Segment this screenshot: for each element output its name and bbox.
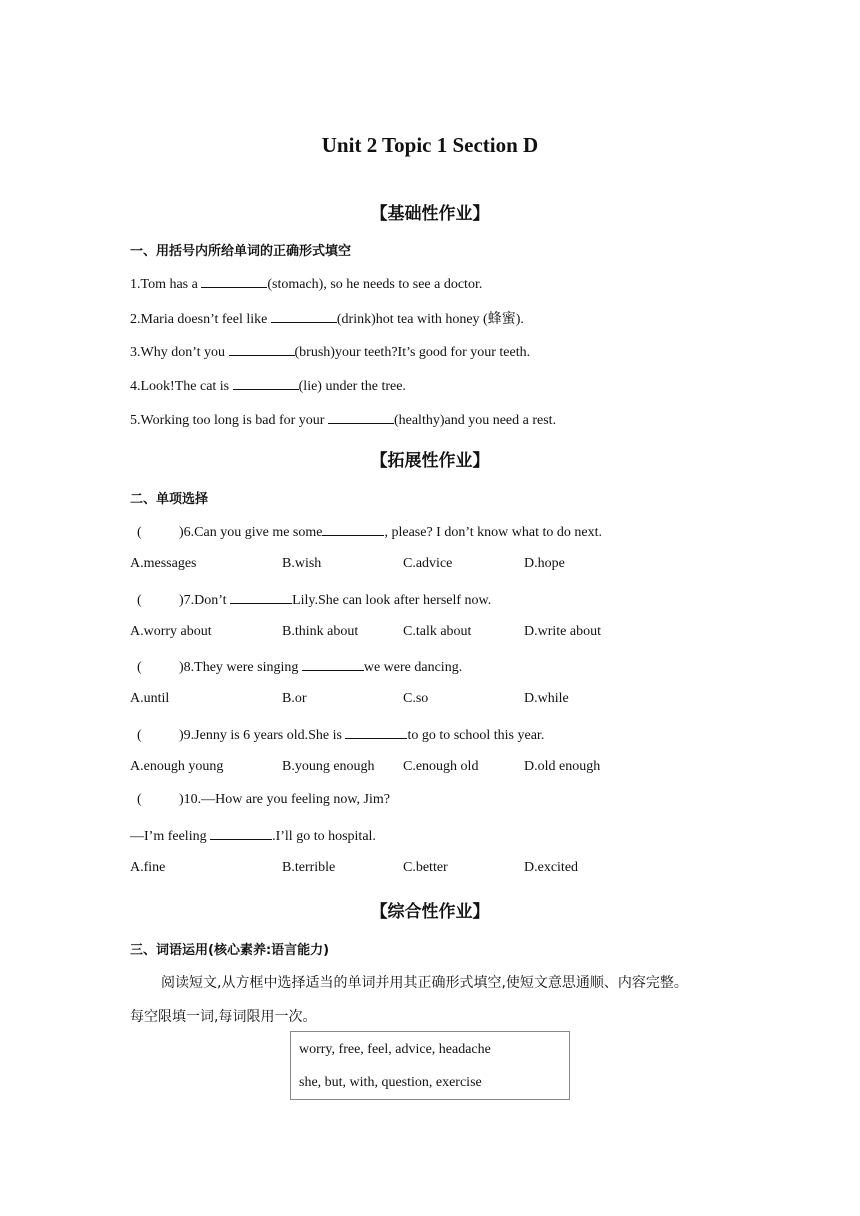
question-8: ( )8.They were singing we were dancing.: [137, 657, 462, 676]
question-7: ( )7.Don’t Lily.She can look after herself now.: [137, 590, 491, 609]
fill-item-5: 5.Working too long is bad for your (healthy)and you need a rest.: [130, 410, 556, 429]
option-c[interactable]: C.so: [403, 691, 429, 706]
option-c[interactable]: C.enough old: [403, 759, 479, 774]
option-b[interactable]: B.terrible: [282, 860, 336, 875]
question-10-line2: —I’m feeling .I’ll go to hospital.: [130, 826, 376, 845]
word-box-line-1: worry, free, feel, advice, headache: [299, 1042, 491, 1057]
option-a[interactable]: A.worry about: [130, 624, 212, 639]
answer-blank[interactable]: [322, 522, 384, 536]
fill-item-3: 3.Why don’t you (brush)your teeth?It’s good for your teeth.: [130, 342, 530, 361]
option-a[interactable]: A.until: [130, 691, 170, 706]
option-d[interactable]: D.write about: [524, 624, 601, 639]
option-a[interactable]: A.enough young: [130, 759, 224, 774]
option-a[interactable]: A.messages: [130, 556, 197, 571]
answer-blank[interactable]: [201, 274, 267, 288]
answer-blank[interactable]: [328, 410, 394, 424]
answer-blank[interactable]: [271, 309, 337, 323]
option-c[interactable]: C.better: [403, 860, 448, 875]
option-d[interactable]: D.old enough: [524, 759, 601, 774]
section-heading-basic: 【基础性作业】: [370, 204, 490, 224]
page-title: Unit 2 Topic 1 Section D: [321, 133, 539, 157]
option-d[interactable]: D.hope: [524, 556, 565, 571]
answer-blank[interactable]: [302, 657, 364, 671]
word-box-line-2: she, but, with, question, exercise: [299, 1075, 482, 1090]
answer-blank[interactable]: [345, 725, 407, 739]
word-box: [290, 1031, 570, 1100]
answer-blank[interactable]: [230, 590, 292, 604]
section-heading-comprehensive: 【综合性作业】: [370, 902, 490, 922]
answer-blank[interactable]: [229, 342, 295, 356]
option-b[interactable]: B.wish: [282, 556, 322, 571]
fill-item-2: 2.Maria doesn’t feel like (drink)hot tea with honey (蜂蜜).: [130, 308, 524, 328]
option-c[interactable]: C.advice: [403, 556, 453, 571]
fill-item-4: 4.Look!The cat is (lie) under the tree.: [130, 376, 406, 395]
option-b[interactable]: B.or: [282, 691, 307, 706]
option-d[interactable]: D.while: [524, 691, 569, 706]
option-d[interactable]: D.excited: [524, 860, 579, 875]
option-c[interactable]: C.talk about: [403, 624, 472, 639]
option-b[interactable]: B.think about: [282, 624, 359, 639]
part2-heading: 二、单项选择: [130, 492, 209, 507]
question-10: ( )10.—How are you feeling now, Jim?: [137, 792, 390, 807]
option-b[interactable]: B.young enough: [282, 759, 375, 774]
part3-instruction: 阅读短文,从方框中选择适当的单词并用其正确形式填空,使短文意思通顺、内容完整。: [161, 975, 688, 991]
answer-blank[interactable]: [233, 376, 299, 390]
part3-instruction-cont: 每空限填一词,每词限用一次。: [130, 1009, 317, 1025]
fill-item-1: 1.Tom has a (stomach), so he needs to see a doctor.: [130, 274, 482, 293]
option-a[interactable]: A.fine: [130, 860, 166, 875]
section-heading-extended: 【拓展性作业】: [370, 451, 490, 471]
part3-heading: 三、词语运用(核心素养:语言能力): [130, 943, 330, 958]
question-9: ( )9.Jenny is 6 years old.She is to go to school this year.: [137, 725, 544, 744]
answer-blank[interactable]: [210, 826, 272, 840]
question-6: ( )6.Can you give me some , please? I don’t know what to do next.: [137, 522, 602, 541]
part1-heading: 一、用括号内所给单词的正确形式填空: [130, 244, 352, 259]
